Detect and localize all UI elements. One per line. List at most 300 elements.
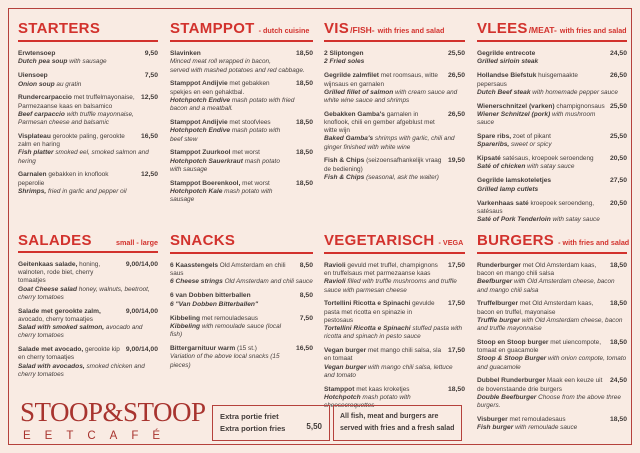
section-items <box>324 262 465 410</box>
item-desc-english: Choose from the above three burgers. <box>477 393 621 410</box>
item-line-dutch <box>477 377 627 393</box>
item-line-english <box>477 424 627 432</box>
item-desc-english: Old Amsterdam and chili sauce <box>224 278 313 286</box>
item-price: 18,50 <box>295 149 313 157</box>
item-line-dutch <box>170 80 313 96</box>
item-price: 16,50 <box>140 132 158 140</box>
menu-item <box>18 308 158 341</box>
extra-fries-label-dutch: Extra portie friet <box>220 412 279 422</box>
section-header <box>170 20 313 38</box>
item-name-english: Hotchpotch <box>324 393 361 401</box>
item-desc-english: with cream sauce and white wine sauce and shrimps <box>324 88 458 105</box>
item-price: 8,50 <box>299 262 313 269</box>
item-desc-english: with satay sauce <box>552 216 600 224</box>
section-title-sub: /MEAT- <box>528 25 557 35</box>
section-divider <box>18 40 158 42</box>
item-desc-english: with sausage <box>69 58 107 66</box>
item-price: 18,50 <box>609 415 627 423</box>
item-line-english <box>477 216 627 224</box>
item-line-english <box>477 355 627 371</box>
item-price: 18,50 <box>295 179 313 187</box>
item-line-english <box>324 278 465 294</box>
served-with-note-box <box>333 405 462 441</box>
slot-stamppot <box>170 20 313 232</box>
item-line-english <box>477 394 627 410</box>
item-name-english: 6 "Van Dobben Bitterballen" <box>170 300 259 308</box>
item-name-english: Beef carpaccio <box>18 110 65 118</box>
item-line-dutch <box>170 292 313 300</box>
item-desc-english: with homemade pepper sauce <box>532 88 618 96</box>
item-line-english <box>324 58 465 66</box>
item-line-dutch <box>170 149 313 157</box>
item-name-english: Dutch pea soup <box>18 58 68 66</box>
item-price: 7,50 <box>144 72 158 80</box>
item-line-english <box>324 174 465 182</box>
item-line-dutch <box>477 200 627 216</box>
section-divider <box>170 40 313 42</box>
item-desc-dutch: met worst <box>242 179 270 187</box>
item-name-english: Vegan burger <box>324 363 367 371</box>
item-desc-english: stuffed pasta with ricotta and spinach in pesto sauce <box>324 325 463 341</box>
item-line-dutch <box>477 103 627 111</box>
item-desc-dutch: honing, walnoten, rode biet, cherry tomaatjes <box>18 261 101 285</box>
item-name-english: Grilled fillet of salmon <box>324 88 394 96</box>
item-desc-dutch: met stoofvlees <box>229 118 271 126</box>
section-title: VIS <box>324 20 350 37</box>
item-price: 25,50 <box>447 50 465 57</box>
section-items <box>18 261 158 379</box>
item-line-english <box>477 58 627 66</box>
item-name-dutch: Truffelburger <box>477 300 519 308</box>
menu-item <box>324 50 465 67</box>
item-desc-english: mash potato with sausage <box>170 187 273 204</box>
menu-item <box>170 180 313 205</box>
extra-fries-box <box>212 405 330 441</box>
item-price: 26,50 <box>447 72 465 80</box>
item-desc-dutch: Old Amsterdam en chili saus <box>170 262 286 278</box>
item-name-dutch: Erwtensoep <box>18 50 56 57</box>
item-line-dutch <box>477 155 627 163</box>
item-name-dutch: Gebakken Gamba's <box>324 110 385 118</box>
item-line-dutch <box>18 261 158 286</box>
menu-section <box>18 20 158 196</box>
item-line-dutch <box>477 177 627 185</box>
item-desc-dutch: gevulde pasta met ricotta en spinazie in pestosaus <box>324 300 435 324</box>
item-desc-dutch: (seizoensafhankelijk vraag de bediening) <box>324 157 442 173</box>
item-desc-dutch: gebakken in knoflook peperolie <box>18 171 109 187</box>
section-title: VEGETARISCH <box>324 232 435 249</box>
item-desc-english: honey, walnuts, beetroot, cherry tomatoes <box>18 285 150 301</box>
menu-item <box>18 133 158 166</box>
section-divider <box>18 251 158 253</box>
item-line-dutch <box>170 180 313 188</box>
item-line-english <box>324 135 465 151</box>
item-price: 26,50 <box>447 110 465 118</box>
item-desc-english: with remoulade sauce <box>515 424 578 432</box>
slot-burgers <box>477 232 630 433</box>
item-desc-english: with truffle mayonnaise, Parmesan cheese and balsamic <box>18 110 134 127</box>
item-name-dutch: Stamppot <box>324 385 355 393</box>
item-price: 18,50 <box>609 262 627 269</box>
extra-fries-price: 5,50 <box>306 421 322 431</box>
item-line-dutch <box>324 347 465 363</box>
item-line-dutch <box>324 300 465 325</box>
item-desc-english: fried in garlic and pepper oil <box>48 187 127 195</box>
section-subtitle: with fries and salad <box>377 26 445 35</box>
item-name-dutch: Ravioli <box>324 262 346 269</box>
section-divider <box>324 252 465 254</box>
menu-item <box>477 377 627 410</box>
item-price: 26,50 <box>609 72 627 80</box>
menu-item <box>477 177 627 194</box>
section-subtitle: - dutch cuisine <box>258 26 310 35</box>
item-price: 25,50 <box>609 132 627 140</box>
item-line-dutch <box>477 262 627 278</box>
item-name-dutch: Salade met avocado, <box>18 346 84 354</box>
item-desc-dutch: met kaas kroketjes <box>356 385 410 393</box>
item-desc-dutch: gerookte kip en cherry tomaatjes <box>18 346 120 362</box>
item-desc-dutch: met remouladesaus <box>509 415 566 423</box>
item-desc-english: au gratin <box>56 80 82 88</box>
item-price: 20,50 <box>609 199 627 207</box>
item-desc-dutch: met Old Amsterdam kaas, bacon en truffel, mayonaise <box>477 300 594 316</box>
menu-item <box>18 72 158 89</box>
item-desc-english: (seasonal, ask the waiter) <box>366 173 439 181</box>
item-line-dutch <box>18 346 158 362</box>
item-name-dutch: Stamppot Andijvie <box>170 118 228 126</box>
item-price: 9,00/14,00 <box>125 261 158 268</box>
item-desc-english: with remoulade sauce (local fish) <box>170 322 282 339</box>
item-line-english <box>477 317 627 333</box>
item-name-english: Grilled sirloin steak <box>477 58 539 66</box>
item-price: 18,50 <box>609 338 627 346</box>
slot-salades <box>18 232 158 379</box>
item-name-english: Hotchpotch Endive <box>170 127 231 135</box>
item-name-dutch: Gegrilde zalmfilet <box>324 72 379 80</box>
item-desc-dutch: zoet of pikant <box>512 132 551 140</box>
item-desc-english: mash potato with beef stew <box>170 127 281 143</box>
menu-item <box>170 149 313 174</box>
item-line-english <box>477 141 627 149</box>
slot-vis <box>324 20 465 232</box>
menu-item <box>477 200 627 225</box>
column-2 <box>170 20 313 443</box>
item-name-english: 6 Cheese strings <box>170 278 223 286</box>
item-name-english: Hotchpotch Sauerkraut <box>170 157 243 165</box>
section-title: SNACKS <box>170 232 236 249</box>
item-name-english: 2 Fried soles <box>324 58 365 66</box>
item-line-dutch <box>170 119 313 127</box>
item-line-english <box>170 127 313 143</box>
menu-section <box>324 232 465 410</box>
item-desc-dutch: champignonsaus <box>556 102 605 110</box>
item-line-dutch <box>477 339 627 355</box>
section-title: STAMPPOT <box>170 20 255 37</box>
menu-section <box>18 232 158 379</box>
item-name-english: Saté of Pork Tenderloin <box>477 216 551 224</box>
item-desc-dutch: met remouladesaus <box>201 314 258 322</box>
item-name-dutch: Kibbeling <box>170 314 201 322</box>
menu-item <box>18 171 158 196</box>
item-desc-english: sweet or spicy <box>511 141 552 149</box>
item-price: 20,50 <box>609 155 627 163</box>
menu-section <box>477 20 627 224</box>
note-line-2: served with fries and a fresh salad <box>340 424 455 432</box>
menu-item <box>324 347 465 380</box>
item-line-english <box>18 111 158 127</box>
item-price: 8,50 <box>299 292 313 300</box>
item-name-english: Goat Cheese salad <box>18 285 78 293</box>
item-name-dutch: Fish & Chips <box>324 157 365 165</box>
item-name-english: Kibbeling <box>170 322 201 330</box>
item-desc-english: Variation of the above local snacks (15 pieces) <box>170 353 280 369</box>
menu-item <box>170 262 313 287</box>
item-line-english <box>170 158 313 174</box>
item-line-dutch <box>477 50 627 58</box>
extra-fries-text <box>220 411 300 435</box>
menu-item <box>18 346 158 379</box>
section-subtitle: - with fries and salad <box>558 238 630 247</box>
item-name-dutch: Tortellini Ricotta e Spinachi <box>324 300 411 308</box>
item-line-dutch <box>477 72 627 88</box>
note-line-1: All fish, meat and burgers are <box>340 413 439 420</box>
menu-item <box>170 315 313 340</box>
item-name-english: Salad with avocados, <box>18 362 85 370</box>
brand-logo <box>20 399 210 442</box>
item-price: 12,50 <box>140 171 158 179</box>
item-line-dutch <box>324 386 465 394</box>
item-name-english: Dutch Beef steak <box>477 88 531 96</box>
menu-item <box>477 262 627 295</box>
item-line-english <box>477 186 627 194</box>
item-desc-english: with Old Amsterdam cheese, bacon and mango chili salsa <box>477 278 615 294</box>
item-price: 9,50 <box>144 50 158 57</box>
item-price: 25,50 <box>609 102 627 110</box>
item-line-dutch <box>324 111 465 136</box>
item-line-english <box>324 89 465 105</box>
item-name-dutch: Salade met gerookte zalm, <box>18 307 101 315</box>
item-name-english: Tortellini Ricotta e Spinachi <box>324 325 411 333</box>
item-desc-english: with onion compote, tomato and guacamole <box>477 355 627 371</box>
item-desc-english: mash potato with fried bacon and a meatball. <box>170 96 295 113</box>
item-line-dutch <box>170 345 313 353</box>
item-name-dutch: Slavinken <box>170 50 201 57</box>
section-header <box>324 232 465 250</box>
item-name-dutch: Visburger <box>477 415 508 423</box>
item-line-dutch <box>477 300 627 316</box>
brand-name: STOOP&STOOP <box>20 397 206 427</box>
item-name-english: Salad with smoked salmon, <box>18 324 105 332</box>
item-name-dutch: 2 Sliptongen <box>324 50 364 57</box>
item-name-english: Ravioli <box>324 278 346 286</box>
item-name-english: Truffle burger <box>477 316 520 324</box>
section-subtitle: - VEGA <box>438 238 464 247</box>
section-title-sub: /FISH- <box>350 25 375 35</box>
item-desc-english: filled with truffle mushrooms and truffle sauce with parmesan cheese <box>324 278 457 294</box>
item-desc-dutch: satésaus, kroepoek seroendeng <box>502 155 594 163</box>
item-name-dutch: Spare ribs, <box>477 132 512 140</box>
item-name-dutch: Visplateau <box>18 132 51 140</box>
menu-section <box>477 232 630 433</box>
extra-fries-label-english: Extra portion fries <box>220 424 286 433</box>
item-name-dutch: Dubbel Runderburger <box>477 377 546 385</box>
slot-snacks <box>170 232 313 370</box>
section-items <box>477 262 627 433</box>
item-line-english <box>477 89 627 97</box>
item-desc-dutch: gerookte paling, gerookte zalm en haring <box>18 132 125 149</box>
item-name-english: Fish & Chips <box>324 173 365 181</box>
item-price: 27,50 <box>609 177 627 185</box>
item-name-dutch: Stoop en Stoop burger <box>477 338 549 346</box>
item-name-dutch: Garnalen <box>18 171 47 179</box>
section-items <box>18 50 158 196</box>
menu-item <box>477 155 627 172</box>
item-name-dutch: Rundercarpaccio <box>18 94 72 102</box>
item-line-dutch <box>18 308 158 324</box>
section-header <box>477 232 630 250</box>
item-desc-dutch: huisgemaakte pepersaus <box>477 72 578 88</box>
item-name-english: Baked Gamba's <box>324 135 374 143</box>
item-price: 17,50 <box>447 347 465 355</box>
item-name-dutch: 6 Kaasstengels <box>170 262 219 269</box>
item-name-english: Fish platter <box>18 149 54 157</box>
section-subtitle: small - large <box>116 238 158 247</box>
item-price: 18,50 <box>295 118 313 126</box>
item-name-english: Shrimps, <box>18 187 47 195</box>
item-name-dutch: Runderburger <box>477 262 521 269</box>
item-price: 16,50 <box>295 344 313 352</box>
menu-item <box>477 300 627 333</box>
item-line-english <box>324 364 465 380</box>
menu-item <box>324 72 465 105</box>
item-line-english <box>170 323 313 339</box>
item-line-english <box>170 97 313 113</box>
item-desc-dutch: met uiencompote, tomaat en guacamole <box>477 338 602 355</box>
section-divider <box>477 40 627 42</box>
item-line-dutch <box>18 171 158 187</box>
section-divider <box>477 252 627 254</box>
item-desc-english: with Old Amsterdam cheese, bacon and truffle mayonnaise <box>477 316 623 333</box>
item-desc-english: smoked chicken and cherry tomatoes <box>18 362 145 378</box>
item-line-dutch <box>477 133 627 141</box>
item-name-dutch: 6 van Dobben bitterballen <box>170 292 251 300</box>
item-price: 9,00/14,00 <box>125 346 158 354</box>
item-name-dutch: Geitenkaas salade, <box>18 261 78 268</box>
item-line-english <box>18 324 158 340</box>
menu-item <box>324 157 465 182</box>
section-header <box>324 20 465 38</box>
item-name-english: Beefburger <box>477 278 513 286</box>
item-line-dutch <box>324 72 465 88</box>
section-header <box>18 232 158 249</box>
item-desc-english: with satay sauce <box>527 163 575 171</box>
item-name-english: Grilled lamp cutlets <box>477 185 539 193</box>
item-desc-dutch: met mango chili salsa, sla en tomaat <box>324 347 442 363</box>
menu-item <box>18 50 158 67</box>
item-line-english <box>170 188 313 204</box>
item-desc-dutch: met roomsaus, witte wijnsaus en garnalen <box>324 72 438 88</box>
menu-section <box>170 232 313 370</box>
item-desc-english: with mango chili salsa, lettuce and tomato <box>324 363 453 379</box>
item-desc-english: smoked eel, smoked salmon and hering <box>18 149 149 165</box>
menu-item <box>170 50 313 75</box>
menu-section <box>324 20 465 182</box>
slot-vlees <box>477 20 627 232</box>
section-divider <box>324 40 465 42</box>
column-1 <box>18 20 158 443</box>
menu-item <box>18 94 158 127</box>
item-line-english <box>477 278 627 294</box>
section-header <box>18 20 158 38</box>
item-desc-dutch: kroepoek seroendeng, satésaus <box>477 199 595 215</box>
column-3 <box>324 20 465 443</box>
menu-item <box>170 292 313 309</box>
slot-starters <box>18 20 158 232</box>
section-title: STARTERS <box>18 20 101 37</box>
item-line-english <box>170 353 313 369</box>
item-price: 17,50 <box>447 300 465 308</box>
item-line-dutch <box>18 133 158 149</box>
brand-subtitle: EETCAFÉ <box>23 430 175 442</box>
item-desc-dutch: garnalen in knoflook, chili en gember afgeblust met witte wijn <box>324 110 435 135</box>
section-items <box>477 50 627 224</box>
item-name-english: Spareribs, <box>477 141 510 149</box>
item-name-dutch: Wienerschnitzel (varken) <box>477 102 555 110</box>
item-line-english <box>18 149 158 165</box>
item-line-dutch <box>324 50 465 58</box>
menu-item <box>477 339 627 372</box>
item-line-english <box>18 188 158 196</box>
item-price: 7,50 <box>299 314 313 322</box>
item-name-english: Hotchpotch Endive <box>170 96 231 104</box>
item-name-dutch: Gegrilde lamskoteletjes <box>477 177 552 185</box>
item-line-english <box>324 325 465 341</box>
item-line-english <box>170 58 313 74</box>
item-line-english <box>18 363 158 379</box>
item-desc-dutch: Maak een keuze uit de bovenstaande drie burgers <box>477 377 603 393</box>
item-line-dutch <box>18 94 158 110</box>
item-line-dutch <box>324 157 465 173</box>
item-desc-dutch: met truffelmayonaise, Parmezaanse kaas en balsamico <box>18 94 135 110</box>
item-line-dutch <box>18 50 158 58</box>
item-price: 18,50 <box>295 80 313 88</box>
item-line-dutch <box>170 50 313 58</box>
item-name-dutch: Uiensoep <box>18 72 48 80</box>
menu-item <box>477 50 627 67</box>
item-price: 24,50 <box>609 377 627 385</box>
item-desc-english: Minced meat roll wrapped in bacon, served with mashed potatoes and red cabbage. <box>170 58 305 74</box>
menu-item <box>324 111 465 152</box>
item-name-english: Hotchpotch Kale <box>170 187 223 195</box>
item-desc-dutch: avocado, cherry tomaatjes <box>18 315 93 323</box>
item-name-english: Double Beefburger <box>477 393 537 401</box>
item-desc-dutch: (15 st.) <box>237 344 257 352</box>
item-name-dutch: Hollandse Biefstuk <box>477 72 537 80</box>
item-price: 24,50 <box>609 50 627 57</box>
item-name-dutch: Stamppot Andijvie <box>170 80 228 88</box>
item-desc-english: avocado and cherry tomatoes <box>18 324 143 340</box>
item-desc-english: mash potato with cheesecroquettes <box>324 393 411 410</box>
item-line-english <box>477 163 627 171</box>
menu-item <box>324 262 465 295</box>
column-4 <box>477 20 630 443</box>
item-line-dutch <box>170 262 313 278</box>
menu-item <box>18 261 158 302</box>
item-line-dutch <box>477 416 627 424</box>
item-desc-dutch: met Old Amsterdam kaas, bacon en mango chili salsa <box>477 262 597 278</box>
item-price: 18,50 <box>295 50 313 57</box>
item-desc-english: shrimps with garlic, chili and ginger finished with white wine <box>324 135 455 151</box>
